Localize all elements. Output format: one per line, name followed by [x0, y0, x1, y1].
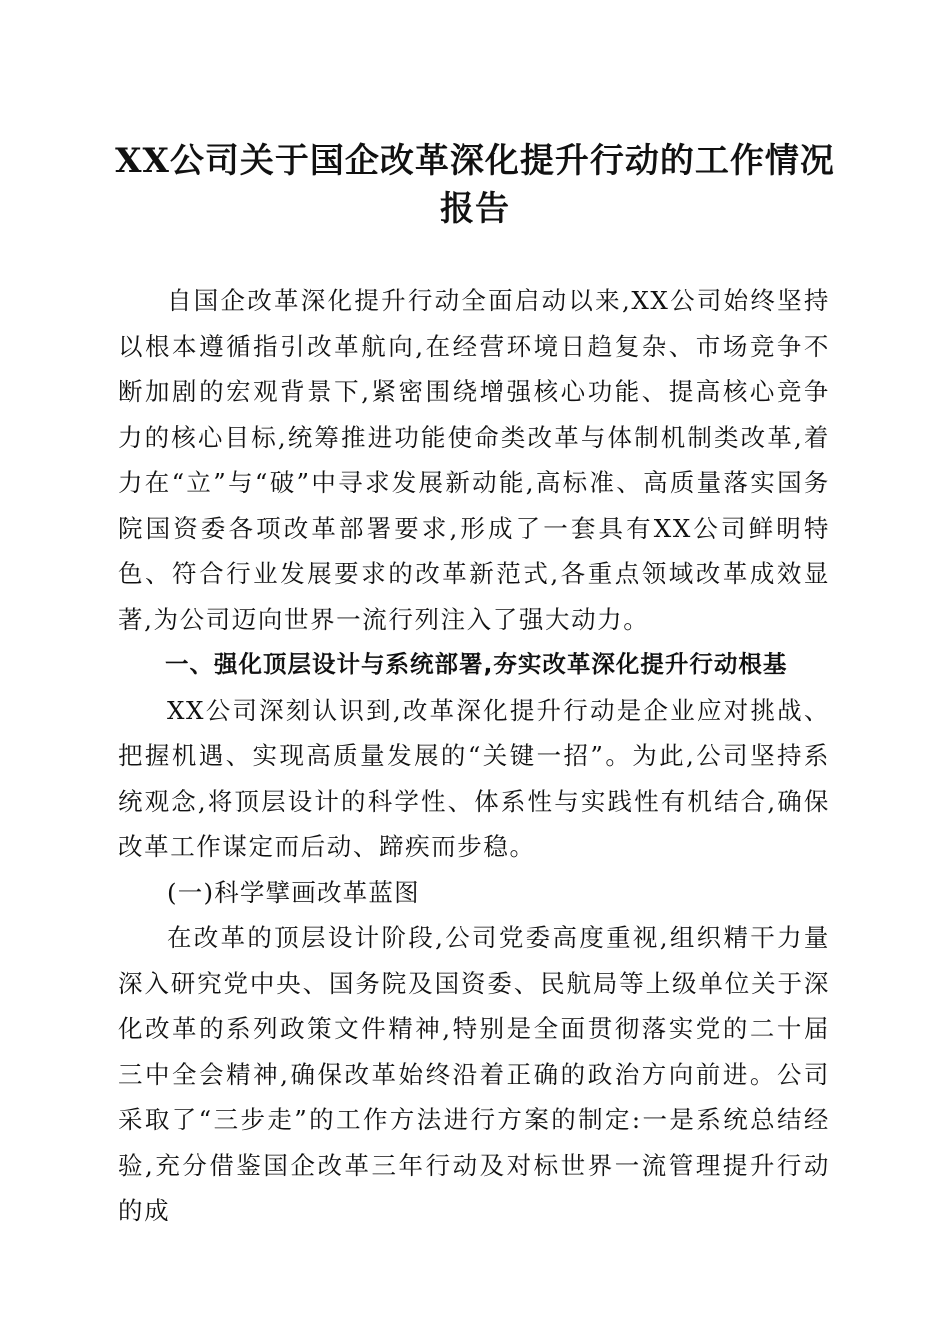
subsection-1-paragraph: 在改革的顶层设计阶段,公司党委高度重视,组织精干力量深入研究党中央、国务院及国资委、民航局等上级单位关于深化改革的系列政策文件精神,特别是全面贯彻落实党的二十届三中全会精神,确保改革始终沿着正确的政治方向前进。公司采取了“三步走”的工作方法进行方案的制定:一是系统总结经验,充分借鉴国企改革三年行动及对标世界一流管理提升行动的成 [118, 923, 830, 1225]
subsection-heading-1: (一)科学擘画改革蓝图 [167, 877, 420, 907]
document-body [118, 278, 830, 1234]
intro-paragraph: 自国企改革深化提升行动全面启动以来,XX公司始终坚持以根本遵循指引改革航向,在经营环境日趋复杂、市场竞争不断加剧的宏观背景下,紧密围绕增强核心功能、提高核心竞争力的核心目标,统筹推进功能使命类改革与体制机制类改革,着力在“立”与“破”中寻求发展新动能,高标准、高质量落实国务院国资委各项改革部署要求,形成了一套具有XX公司鲜明特色、符合行业发展要求的改革新范式,各重点领域改革成效显著,为公司迈向世界一流行列注入了强大动力。 [118, 286, 830, 634]
section-1-paragraph: XX公司深刻认识到,改革深化提升行动是企业应对挑战、把握机遇、实现高质量发展的“关键一招”。为此,公司坚持系统观念,将顶层设计的科学性、体系性与实践性有机结合,确保改革工作谋定而后动、蹄疾而步稳。 [118, 695, 830, 861]
document-title: XX公司关于国企改革深化提升行动的工作情况报告 [115, 141, 835, 229]
section-heading-1: 一、强化顶层设计与系统部署,夯实改革深化提升行动根基 [165, 650, 788, 678]
